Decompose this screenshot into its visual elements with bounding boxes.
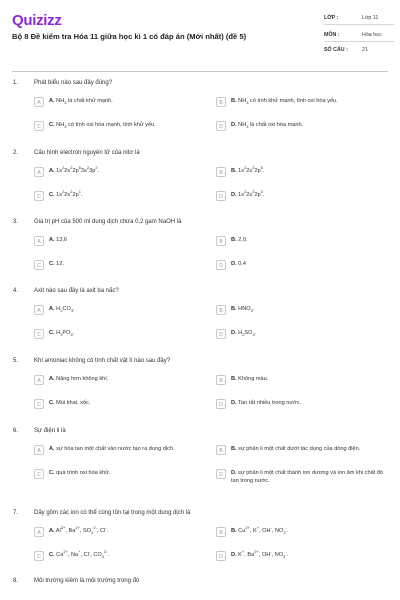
option-d[interactable] [216,550,391,566]
option-letter-badge: A [34,375,44,385]
option-text: C. Mùi khai, xốc. [49,400,91,406]
question-text: Khí amoniac không có tính chất vật lí nào sau đây? [34,358,171,364]
meta-value: Hóa học [362,32,382,38]
option-a[interactable] [34,235,209,251]
option-letter-badge: B [216,305,226,315]
option-c[interactable] [34,398,209,414]
option-letter-badge: D [216,121,226,131]
option-d[interactable] [216,468,391,484]
question-text: Giá trị pH của 500 ml dung dịch chứa 0,2 gam NaOH là [34,219,182,225]
option-b[interactable] [216,235,391,251]
option-a[interactable] [34,526,209,542]
option-text: C. 12. [49,261,64,267]
option-letter-badge: B [216,375,226,385]
option-d[interactable] [216,190,391,206]
option-letter-badge: A [34,445,44,455]
worksheet-header [0,0,400,70]
option-text: C. $NH_3$ có tính oxi hóa mạnh, tính khử yếu. [49,122,156,130]
option-b[interactable] [216,166,391,182]
option-text: D. $NH_3$ là chất oxi hóa mạnh. [231,122,304,130]
question-number: 6. [13,428,19,434]
question-text: Axit nào sau đây là axit ba nấc? [34,288,119,294]
option-letter-badge: D [216,260,226,270]
meta-value: Lớp 11 [362,15,379,21]
option-letter-badge: B [216,167,226,177]
option-d[interactable] [216,328,391,344]
question-text: Môi trường kiềm là môi trường trong đó [34,578,140,584]
question-number: 1. [13,80,19,86]
option-text: A. sự hòa tan một chất vào nước tạo ra dung dịch. [49,446,175,452]
option-text: A. $H_2CO_3$. [49,306,75,314]
question-text: Phát biểu nào sau đây đúng? [34,80,113,86]
option-a[interactable] [34,166,209,182]
option-b[interactable] [216,444,391,460]
option-text: B. $NH_3$ có tính khử mạnh, tính oxi hóa yếu. [231,98,338,106]
meta-label: LỚP : [324,15,339,21]
option-letter-badge: C [34,260,44,270]
option-b[interactable] [216,374,391,390]
option-letter-badge: D [216,329,226,339]
option-d[interactable] [216,120,391,136]
option-text: D. sự phân li một chất thành ion dương và ion âm khi chất đó tan trong nước. [231,470,384,484]
option-a[interactable] [34,374,209,390]
option-text: A. 13,6 [49,237,68,243]
option-a[interactable] [34,444,209,460]
meta-value: 21 [362,47,368,53]
option-text: B. $1s^22s^22p^5$. [231,165,265,174]
option-c[interactable] [34,550,209,566]
question-text: Dãy gồm các ion có thể cùng tồn tại trong một dung dịch là [34,510,191,516]
question-number: 8. [13,578,19,584]
option-letter-badge: C [34,121,44,131]
option-b[interactable] [216,304,391,320]
option-c[interactable] [34,190,209,206]
option-letter-badge: B [216,236,226,246]
option-letter-badge: A [34,236,44,246]
option-c[interactable] [34,468,209,484]
question-text: Sự điện li là [34,428,66,434]
option-d[interactable] [216,259,391,275]
option-b[interactable] [216,526,391,542]
option-letter-badge: C [34,329,44,339]
question-number: 3. [13,219,19,225]
option-text: D. 0,4 [231,261,246,267]
option-text: C. quá trình oxi hóa khử. [49,470,111,476]
option-text: B. $HNO_3$. [231,306,255,314]
option-letter-badge: C [34,469,44,479]
question-number: 4. [13,288,19,294]
option-text: B. Không màu. [231,376,269,382]
option-text: B. $Cu^{2+}$, K+, OH-, $NO_3^-$. [231,525,289,536]
option-letter-badge: D [216,469,226,479]
divider [324,41,394,42]
option-letter-badge: C [34,399,44,409]
option-text: A. $1s^22s^22p^63s^23p^2$. [49,165,100,174]
option-letter-badge: D [216,191,226,201]
option-letter-badge: A [34,527,44,537]
option-c[interactable] [34,259,209,275]
question-text: Cấu hình electron nguyên tử của nitơ là [34,150,140,156]
option-letter-badge: A [34,97,44,107]
question-number: 2. [13,150,19,156]
option-letter-badge: D [216,399,226,409]
option-text: D. Tan rất nhiều trong nước. [231,400,302,406]
divider [324,24,394,25]
option-letter-badge: D [216,551,226,561]
header-divider [12,71,388,72]
option-a[interactable] [34,96,209,112]
option-letter-badge: B [216,97,226,107]
option-text: D. $1s^22s^22p^3$. [231,189,265,198]
option-text: C. $H_3PO_4$. [49,330,75,338]
quizizz-logo: Quizizz [12,12,62,29]
option-b[interactable] [216,96,391,112]
question-number: 5. [13,358,19,364]
meta-label: MÔN : [324,32,340,38]
option-text: A. Nặng hơn không khí. [49,376,109,382]
option-letter-badge: B [216,527,226,537]
question-number: 7. [13,510,19,516]
option-c[interactable] [34,328,209,344]
option-text: C. $Ca^{2+}$, Na+, Cl-, $CO_3^{2-}$. [49,549,110,560]
option-text: B. 2,0. [231,237,248,243]
option-text: C. $1s^22s^22p^1$. [49,189,83,198]
option-letter-badge: C [34,191,44,201]
option-a[interactable] [34,304,209,320]
option-d[interactable] [216,398,391,414]
option-letter-badge: A [34,167,44,177]
option-text: A. $Al^{3+}$, $Ba^{2+}$, $SO_4^{2-}$, Cl-. [49,525,109,536]
meta-label: SỐ CÂU : [324,47,348,53]
worksheet-title: Bộ 8 Đề kiểm tra Hóa 11 giữa học kì 1 có đáp án (Mới nhất) (đề 5) [12,32,247,41]
option-letter-badge: A [34,305,44,315]
option-text: D. K+, $Ba^{2+}$, OH-, $NO_3^-$. [231,549,289,560]
option-letter-badge: C [34,551,44,561]
option-c[interactable] [34,120,209,136]
option-text: D. $H_2SO_4$. [231,330,257,338]
option-text: B. sự phân li một chất dưới tác dụng của dòng điện. [231,446,361,452]
option-letter-badge: B [216,445,226,455]
option-text: A. $NH_3$ là chất khử mạnh. [49,98,113,106]
